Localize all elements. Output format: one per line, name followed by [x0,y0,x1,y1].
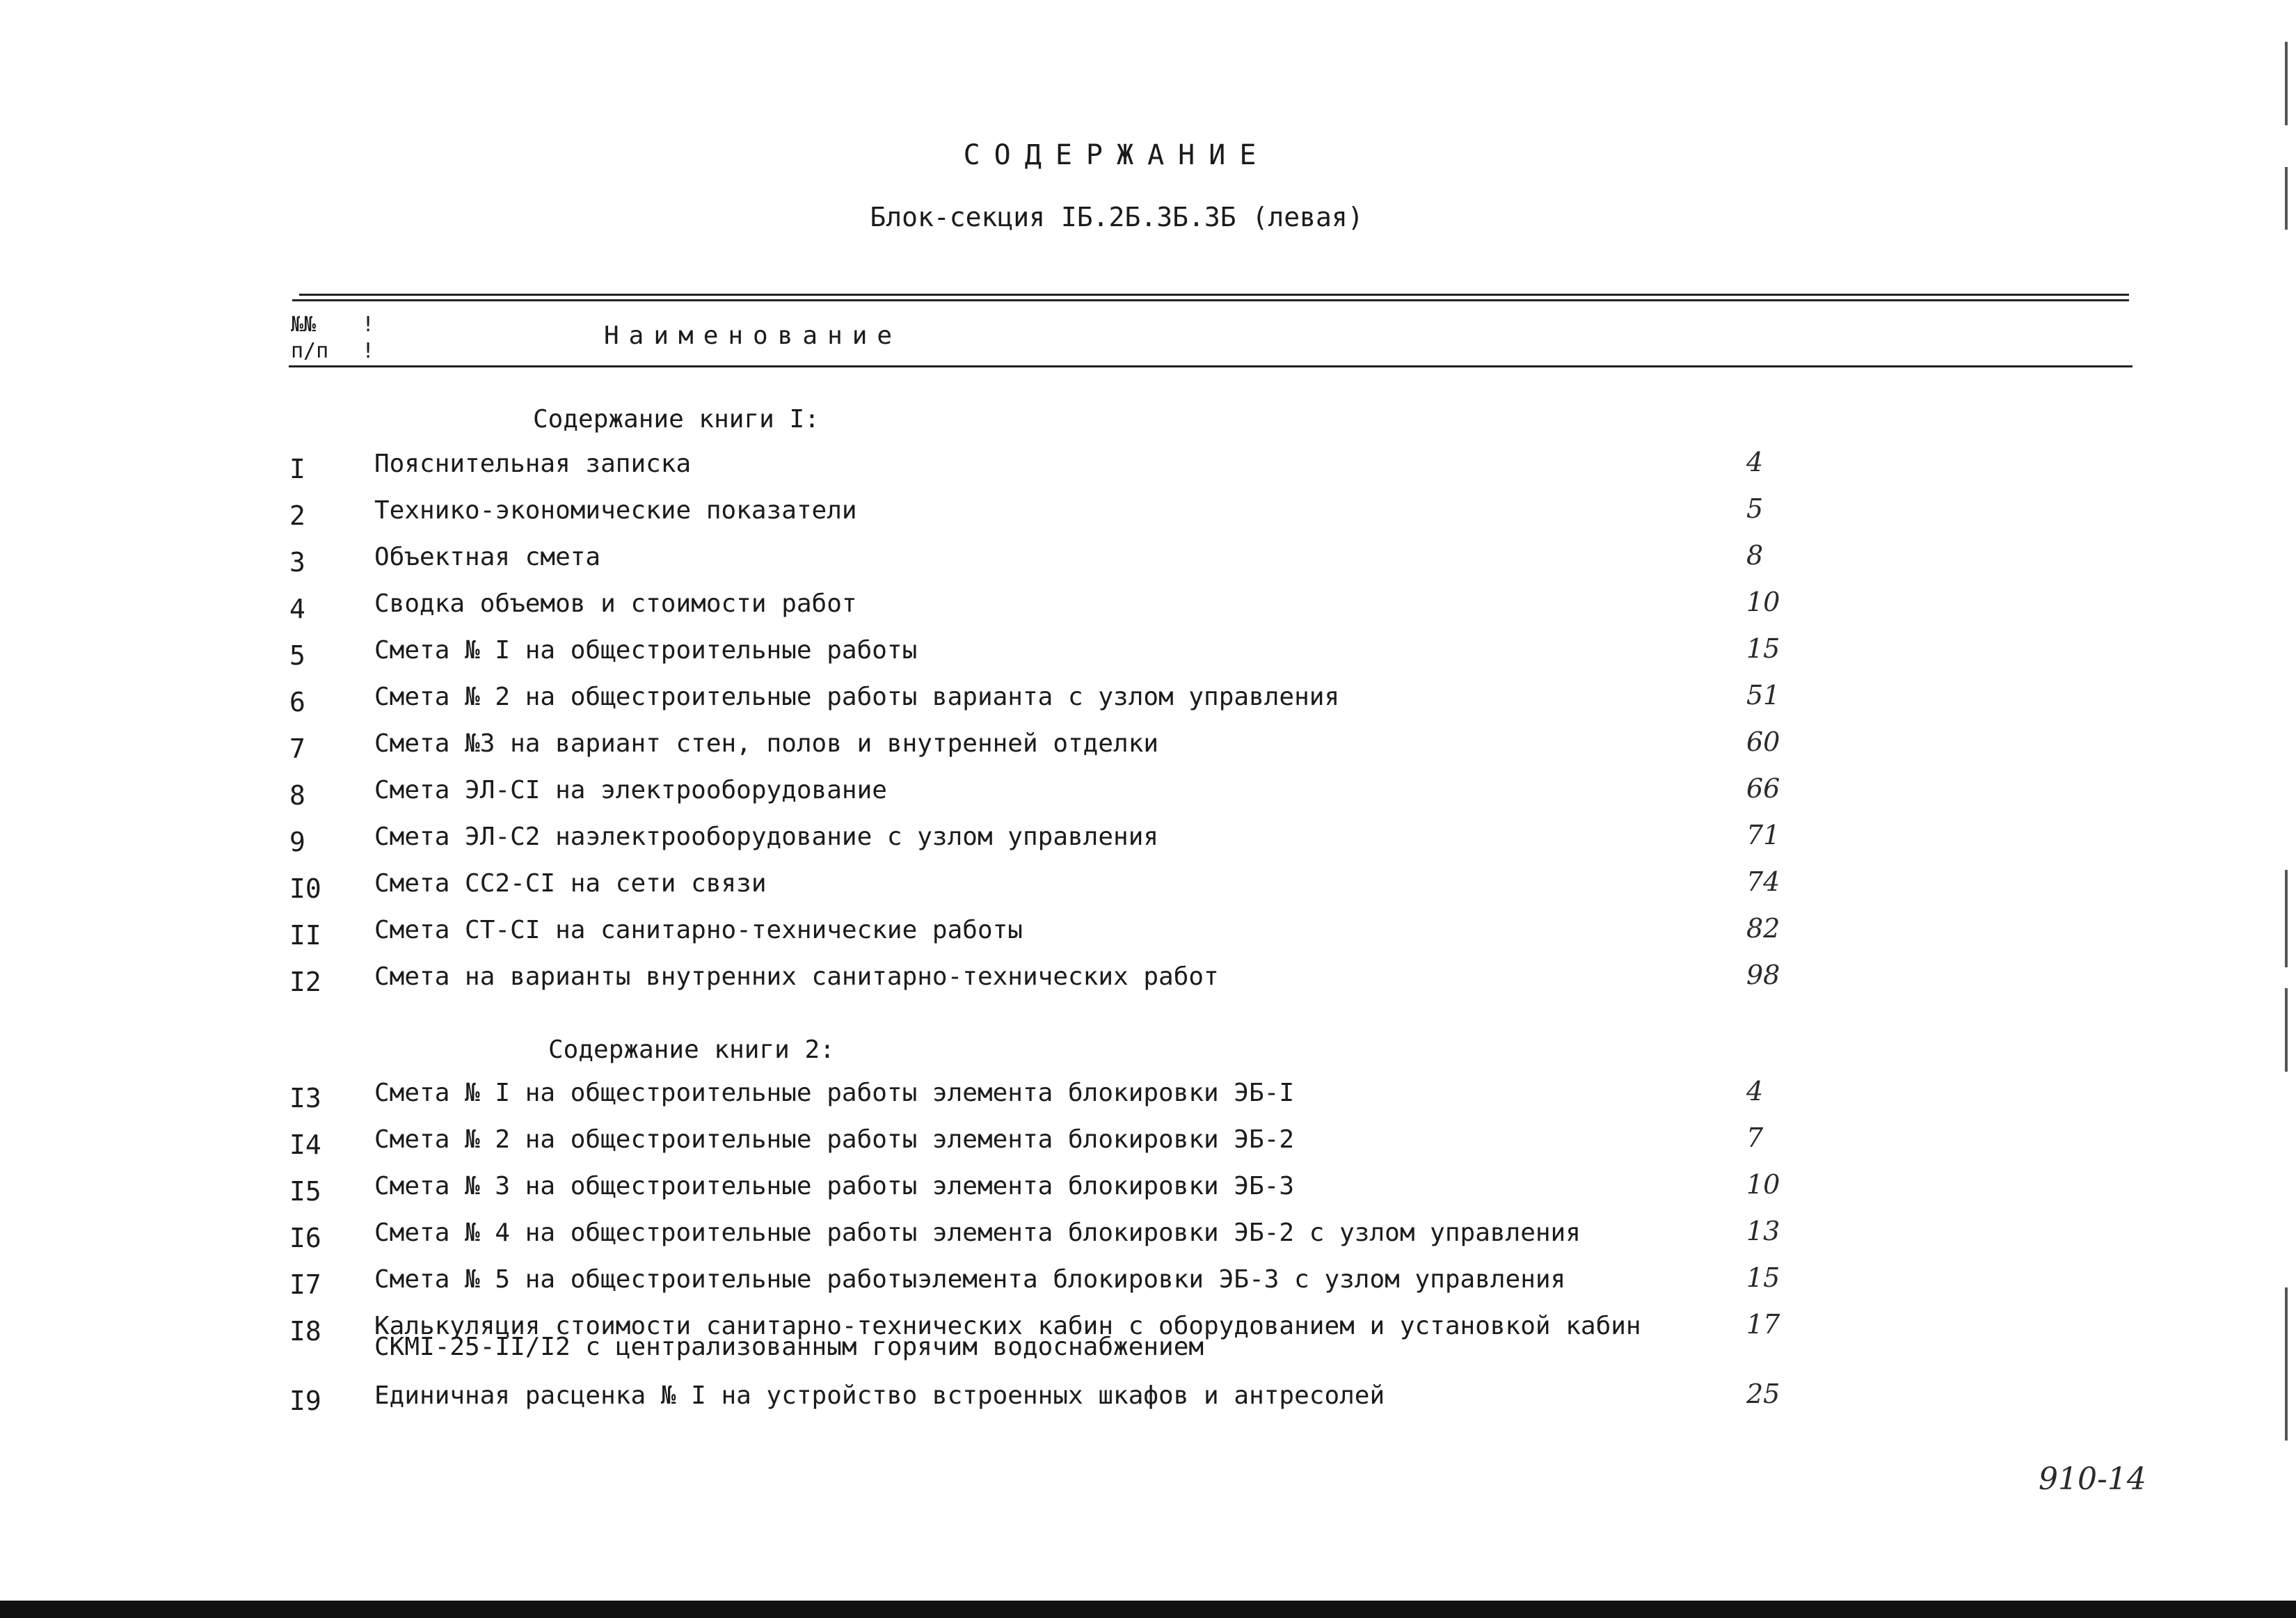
row-page-number: 74 [1746,866,1780,897]
document-title: СОДЕРЖАНИЕ [963,139,1270,171]
row-number: 8 [289,780,305,811]
row-number: 6 [289,687,305,717]
row-name: Пояснительная записка [374,450,692,478]
toc-row [0,1309,2296,1372]
document-subtitle: Блок-секция IБ.2Б.3Б.3Б (левая) [870,202,1364,232]
row-name: Смета на варианты внутренних санитарно-технических работ [374,962,1219,991]
toc-row [0,493,2296,539]
row-number: II [289,920,321,951]
row-name: Калькуляция стоимости санитарно-технических кабин с оборудованием и установкой кабин СКМI-25-II/I2 с централизованным горячим водоснабжением [374,1312,1641,1361]
header-number-column [291,312,328,365]
row-name: Смета № 2 на общестроительные работы варианта с узлом управления [374,683,1340,711]
row-name: Смета № 5 на общестроительные работыэлемента блокировки ЭБ-3 с узлом управления [374,1265,1566,1294]
book2-title: Содержание книги 2: [548,1036,835,1064]
table-top-rule [299,294,2129,296]
row-number: I7 [289,1269,321,1300]
header-name-column: Наименование [604,322,902,350]
row-number: 5 [289,640,305,671]
row-page-number: 60 [1746,727,1780,757]
row-number: 4 [289,594,305,624]
toc-row [0,960,2296,1006]
row-number: I [289,454,305,484]
toc-row [0,866,2296,912]
scan-edge-mark [2285,870,2288,967]
scan-edge-mark [2285,988,2288,1072]
row-page-number: 15 [1746,1262,1780,1293]
row-page-number: 13 [1746,1216,1780,1246]
row-name: Смета СТ-СI на санитарно-технические работы [374,916,1023,944]
row-page-number: 82 [1746,913,1780,944]
row-page-number: 25 [1746,1379,1780,1409]
toc-row [0,633,2296,679]
row-number: I8 [289,1316,321,1347]
header-separator-mark: ! [362,339,375,363]
row-page-number: 4 [1746,447,1764,477]
book1-title: Содержание книги I: [533,405,820,434]
row-number: 9 [289,827,305,857]
row-name: Единичная расценка № I на устройство встроенных шкафов и антресолей [374,1381,1385,1410]
row-name: Смета № I на общестроительные работы элемента блокировки ЭБ-I [374,1079,1295,1107]
toc-row [0,1123,2296,1168]
row-name: Смета №3 на вариант стен, полов и внутренней отделки [374,729,1159,758]
row-page-number: 7 [1746,1123,1764,1153]
scan-bottom-border [0,1601,2296,1618]
row-page-number: 4 [1746,1076,1764,1107]
row-name: Смета № 3 на общестроительные работы элемента блокировки ЭБ-3 [374,1172,1295,1200]
row-page-number: 51 [1746,680,1780,711]
row-number: I2 [289,967,321,997]
toc-row [0,447,2296,493]
toc-row [0,1169,2296,1215]
row-number: 2 [289,500,305,531]
row-page-number: 15 [1746,633,1780,664]
scan-edge-mark [2285,42,2288,125]
toc-row [0,820,2296,866]
row-page-number: 98 [1746,960,1780,990]
toc-row [0,1076,2296,1122]
header-separator [362,312,374,365]
toc-row [0,727,2296,772]
row-page-number: 5 [1746,493,1764,524]
toc-row [0,680,2296,726]
row-number: I5 [289,1176,321,1207]
row-number: 7 [289,733,305,764]
header-number-line2: п/п [291,339,329,363]
row-name: Смета ЭЛ-СI на электрооборудование [374,776,887,804]
row-name: Смета СС2-СI на сети связи [374,869,767,898]
scan-edge-mark [2285,1287,2288,1441]
row-page-number: 66 [1746,773,1780,804]
row-page-number: 10 [1746,1169,1780,1200]
header-number-line1: №№ [291,312,317,337]
toc-row [0,1262,2296,1308]
row-page-number: 17 [1746,1309,1780,1340]
row-number: I3 [289,1083,321,1113]
row-number: I9 [289,1386,321,1416]
table-top-rule-secondary [292,299,2129,301]
row-name: Смета № I на общестроительные работы [374,636,918,665]
table-header-bottom-rule [289,365,2132,367]
header-separator-mark: ! [362,312,375,337]
scan-edge-mark [2285,167,2288,230]
toc-row [0,1216,2296,1262]
toc-row [0,913,2296,959]
row-name: Сводка объемов и стоимости работ [374,589,857,618]
toc-row [0,587,2296,633]
row-name: Смета ЭЛ-С2 наэлектрооборудование с узлом управления [374,823,1159,851]
row-name: Технико-экономические показатели [374,496,857,525]
row-number: I6 [289,1223,321,1253]
document-code: 910-14 [2039,1461,2146,1497]
row-name: Объектная смета [374,543,601,571]
row-page-number: 10 [1746,587,1780,617]
row-page-number: 8 [1746,540,1764,571]
toc-row [0,773,2296,819]
row-number: I4 [289,1129,321,1160]
row-number: I0 [289,873,321,904]
toc-row [0,1379,2296,1425]
row-name: Смета № 4 на общестроительные работы элемента блокировки ЭБ-2 с узлом управления [374,1219,1581,1247]
row-name: Смета № 2 на общестроительные работы элемента блокировки ЭБ-2 [374,1125,1295,1154]
row-number: 3 [289,547,305,578]
toc-row [0,540,2296,586]
row-page-number: 71 [1746,820,1780,850]
